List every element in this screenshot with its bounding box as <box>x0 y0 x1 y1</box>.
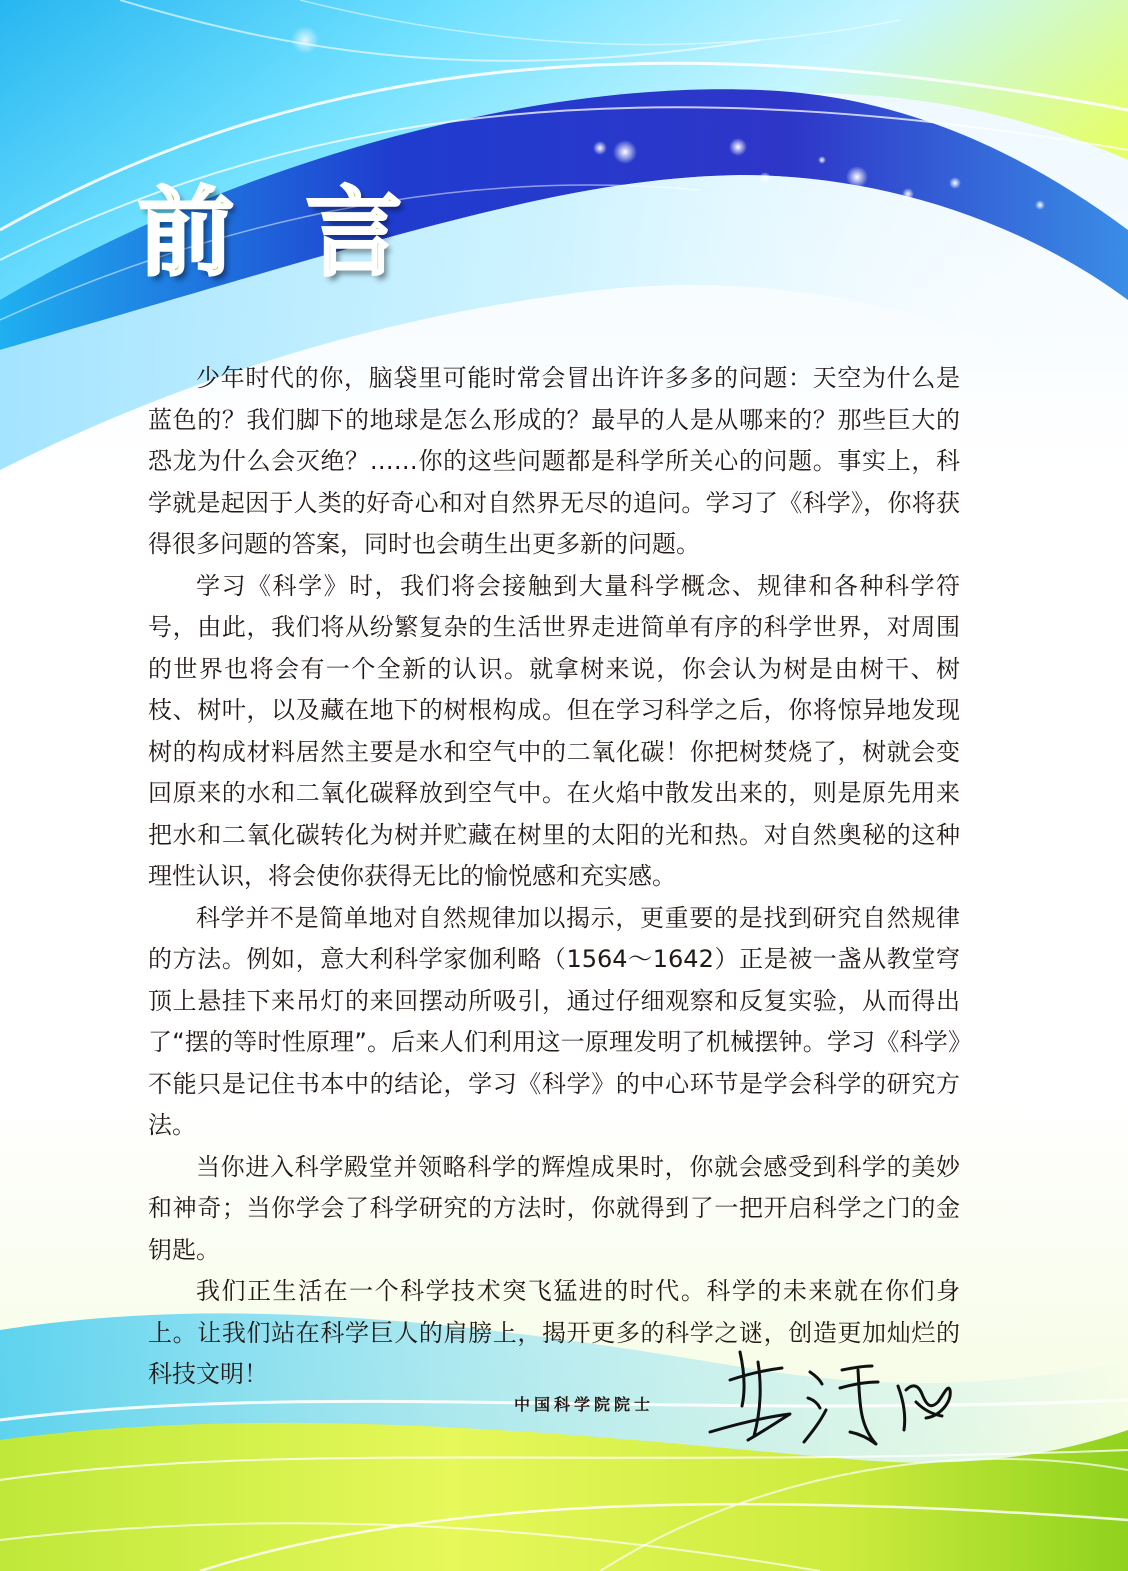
preface-body <box>148 358 960 1396</box>
paragraph-5: 我们正生活在一个科学技术突飞猛进的时代。科学的未来就在你们身上。让我们站在科学巨人的肩膀上，揭开更多的科学之谜，创造更加灿烂的科技文明！ <box>148 1277 960 1388</box>
page-title: 前言 <box>138 177 474 289</box>
paragraph-2: 学习《科学》时，我们将会接触到大量科学概念、规律和各种科学符号，由此，我们将从纷繁复杂的生活世界走进简单有序的科学世界，对周围的世界也将会有一个全新的认识。就拿树来说，你会认为树是由树干、树枝、树叶，以及藏在地下的树根构成。但在学习科学之后，你将惊异地发现树的构成材料居然主要是水和空气中的二氧化碳！你把树焚烧了，树就会变回原来的水和二氧化碳释放到空气中。在火焰中散发出来的，则是原先用来把水和二氧化碳转化为树并贮藏在树里的太阳的光和热。对自然奥秘的这种理性认识，将会使你获得无比的愉悦感和充实感。 <box>148 571 960 890</box>
handwritten-signature <box>700 1340 960 1460</box>
paragraph-4: 当你进入科学殿堂并领略科学的辉煌成果时，你就会感受到科学的美妙和神奇；当你学会了科学研究的方法时，你就得到了一把开启科学之门的金钥匙。 <box>148 1152 960 1264</box>
author-affiliation: 中国科学院院士 <box>514 1395 655 1414</box>
paragraph-1: 少年时代的你，脑袋里可能时常会冒出许许多多的问题：天空为什么是蓝色的？我们脚下的地球是怎么形成的？最早的人是从哪来的？那些巨大的恐龙为什么会灭绝？……你的这些问题都是科学所关心的问题。事实上，科学就是起因于人类的好奇心和对自然界无尽的追问。学习了《科学》，你将获得很多问题的答案，同时也会萌生出更多新的问题。 <box>148 364 960 558</box>
paragraph-3: 科学并不是简单地对自然规律加以揭示，更重要的是找到研究自然规律的方法。例如，意大利科学家伽利略（1564～1642）正是被一盏从教堂穹顶上悬挂下来吊灯的来回摆动所吸引，通过仔细观察和反复实验，从而得出了“摆的等时性原理”。后来人们利用这一原理发明了机械摆钟。学习《科学》不能只是记住书本中的结论，学习《科学》的中心环节是学会科学的研究方法。 <box>148 903 960 1139</box>
